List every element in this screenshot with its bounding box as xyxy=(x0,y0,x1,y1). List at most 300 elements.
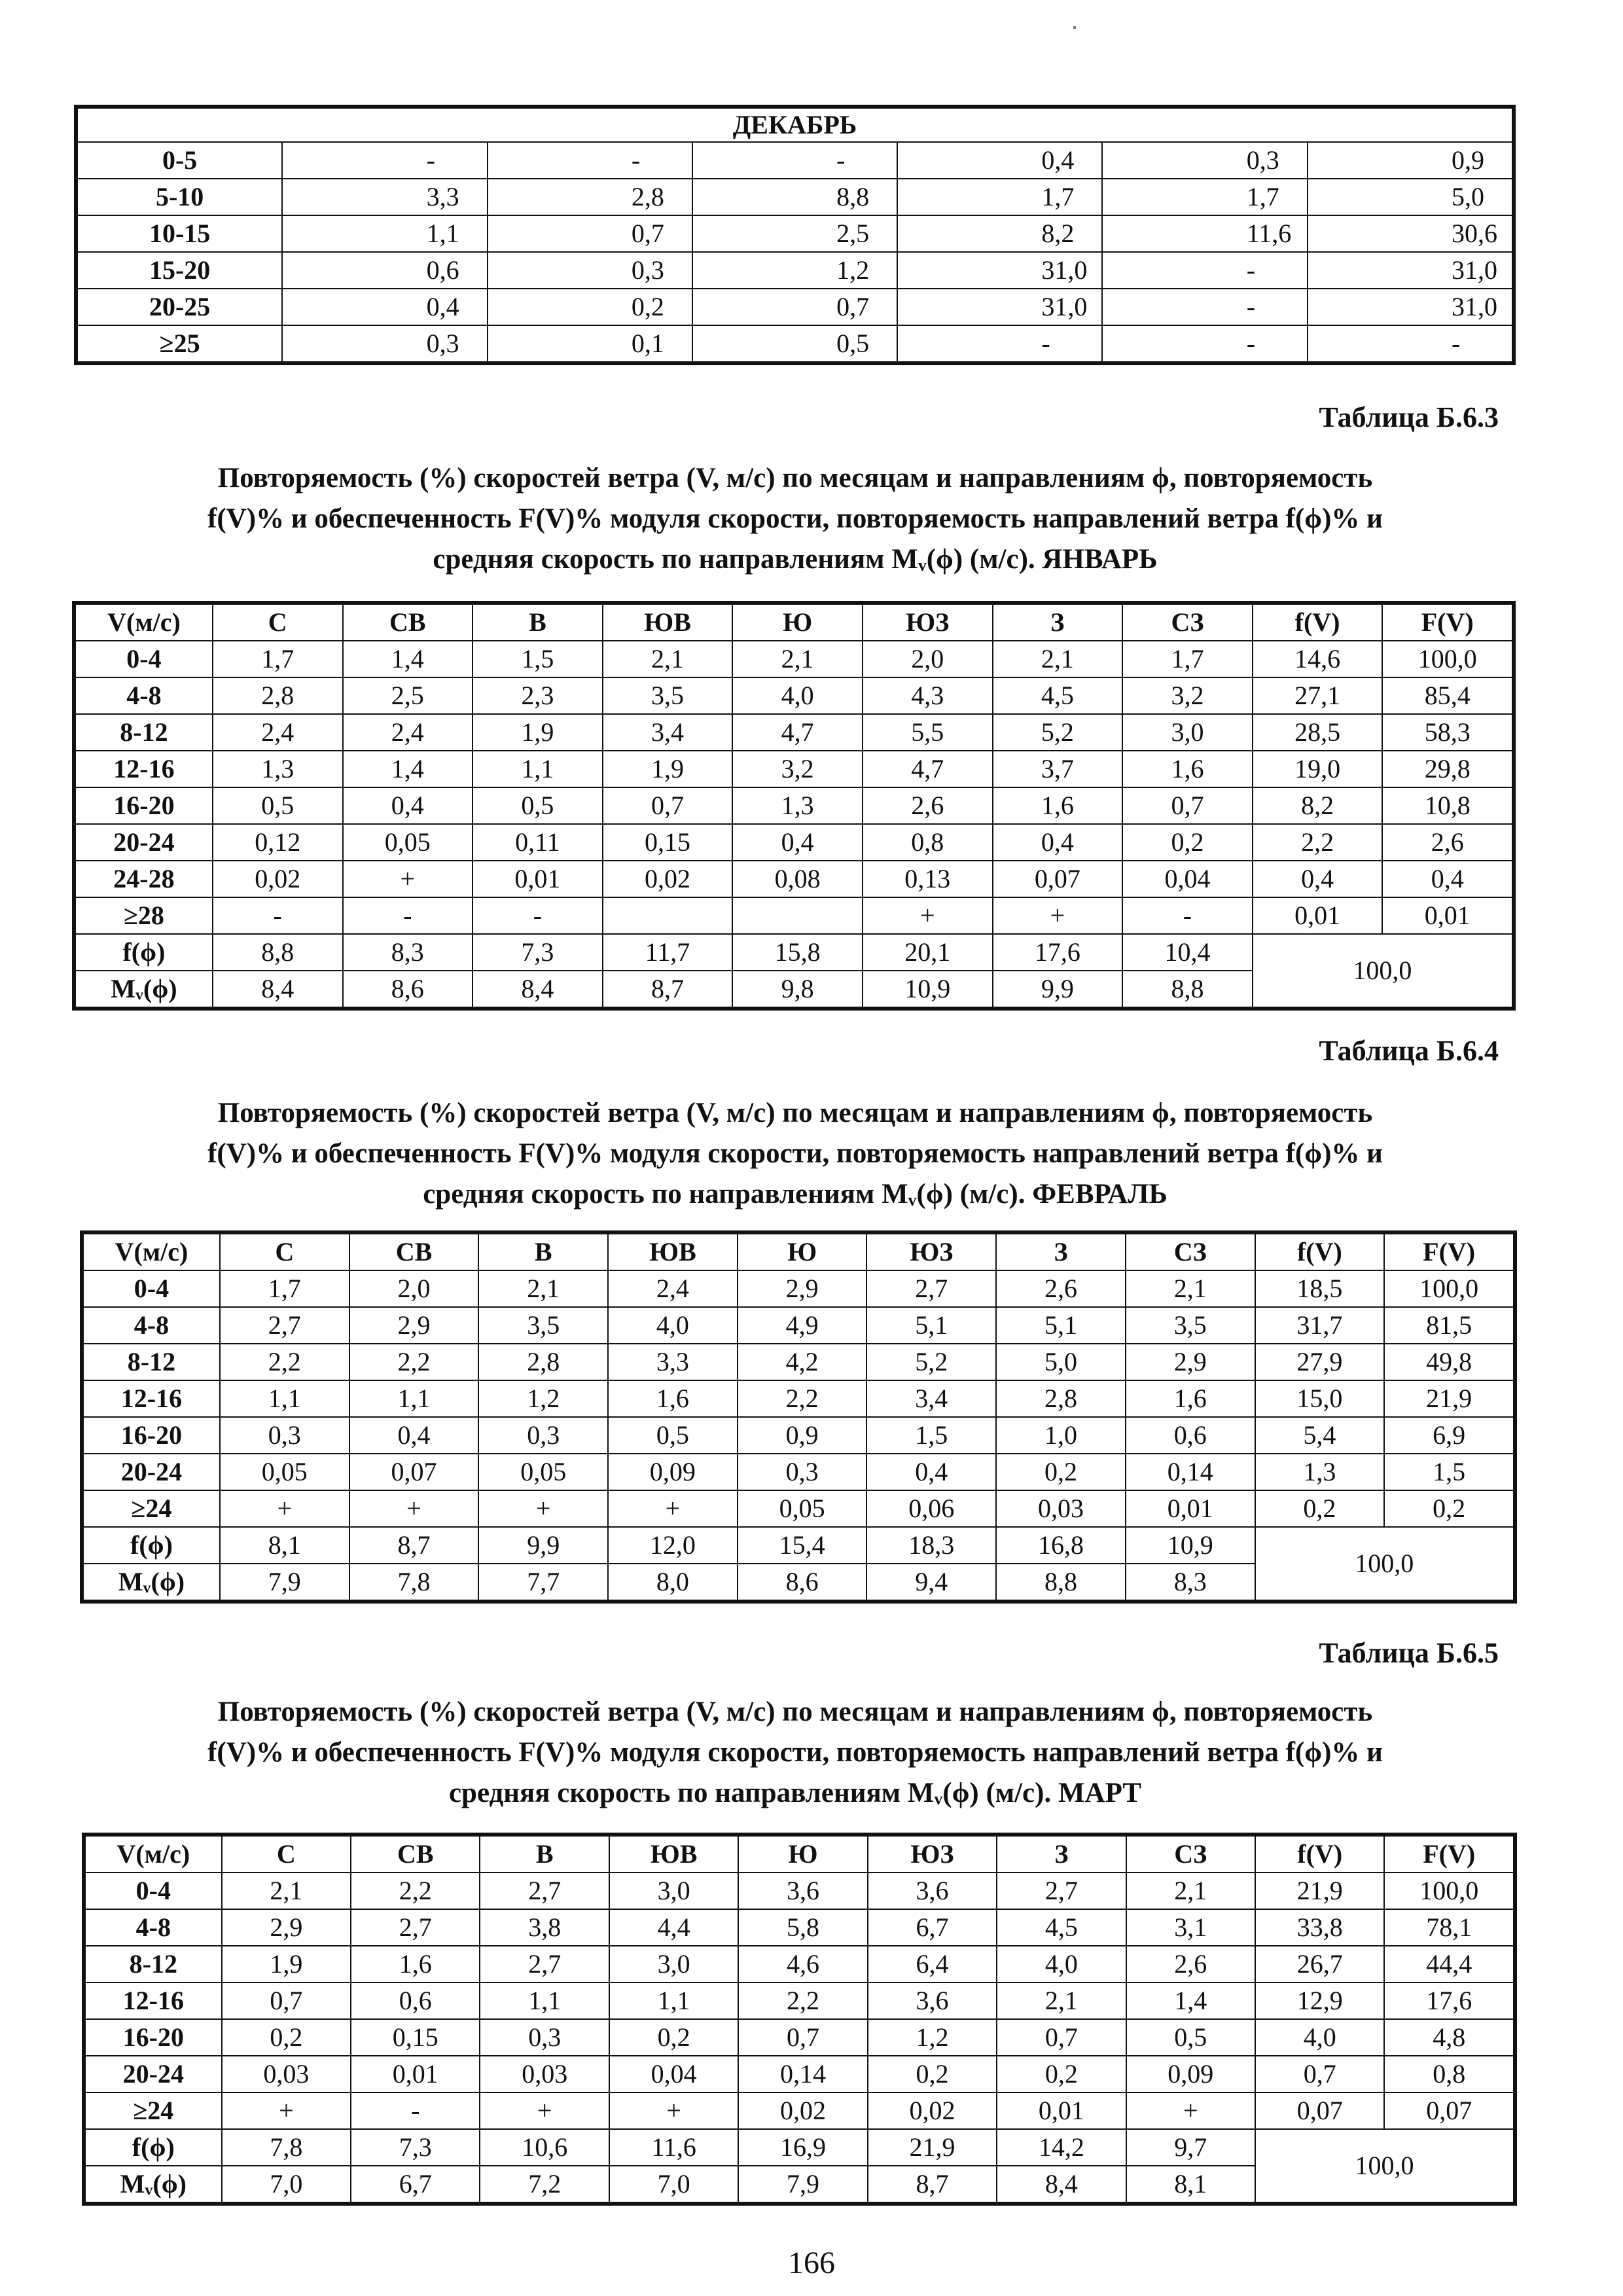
table-row xyxy=(83,1417,1514,1454)
table-cell: 0,1 xyxy=(488,325,692,362)
table-cell: 0,7 xyxy=(603,787,733,824)
table-cell: 0,14 xyxy=(1126,1454,1255,1490)
table-cell: 5,1 xyxy=(996,1307,1126,1344)
table-cell: 49,8 xyxy=(1384,1344,1514,1380)
table-cell: 9,4 xyxy=(866,1564,996,1600)
row-label: 24-28 xyxy=(75,861,213,897)
table-cell: 0,02 xyxy=(868,2092,997,2129)
table-cell: 2,5 xyxy=(343,677,473,714)
table-cell: 18,5 xyxy=(1255,1270,1385,1307)
table-cell: 15,4 xyxy=(738,1527,867,1564)
table-cell: 4,3 xyxy=(863,677,993,714)
table-cell: 27,9 xyxy=(1255,1344,1385,1380)
table-cell: 3,8 xyxy=(480,1909,609,1946)
table-row xyxy=(75,714,1512,751)
row-label: ≥28 xyxy=(75,897,213,934)
table-cell: 7,7 xyxy=(478,1564,608,1600)
table-cell: 2,1 xyxy=(732,641,863,677)
table-cell: 4,0 xyxy=(732,677,863,714)
table-cell: 1,2 xyxy=(478,1380,608,1417)
table-cell: 6,7 xyxy=(868,1909,997,1946)
table-cell: 0,07 xyxy=(1255,2092,1384,2129)
table-caption-line: средняя скорость по направлениям Mᵥ(ϕ) (м/с). МАРТ xyxy=(448,1778,1142,1808)
table-cell: + xyxy=(222,2092,351,2129)
table-cell: + xyxy=(993,897,1123,934)
table-cell: 0,02 xyxy=(213,861,343,897)
table-cell: 0,7 xyxy=(738,2019,867,2056)
table-cell: 0,07 xyxy=(349,1454,479,1490)
table-cell: 4,9 xyxy=(738,1307,867,1344)
table-row xyxy=(85,1946,1514,1982)
row-label: 16-20 xyxy=(85,2019,222,2056)
table-cell: 0,2 xyxy=(222,2019,351,2056)
table-cell: 0,04 xyxy=(1122,861,1253,897)
table-cell: 1,2 xyxy=(692,252,897,289)
table-cell: 0,4 xyxy=(1382,861,1512,897)
table-cell: 1,6 xyxy=(608,1380,738,1417)
table-cell: 2,3 xyxy=(473,677,603,714)
table-cell: 5,1 xyxy=(866,1307,996,1344)
table-cell: 0,2 xyxy=(997,2056,1126,2092)
table-cell: 1,3 xyxy=(732,787,863,824)
table-cell: 1,9 xyxy=(473,714,603,751)
table-cell: 0,7 xyxy=(488,215,692,252)
table-cell: 1,1 xyxy=(609,1982,738,2019)
table-cell: 1,5 xyxy=(1384,1454,1514,1490)
table-cell: 2,8 xyxy=(996,1380,1126,1417)
table-cell: 0,5 xyxy=(692,325,897,362)
table-cell: 3,0 xyxy=(609,1873,738,1909)
column-header: З xyxy=(997,1836,1126,1873)
row-label: 20-24 xyxy=(85,2056,222,2092)
table-caption-line: Повторяемость (%) скоростей ветра (V, м/с) по месяцам и направлениям ϕ, повторяемость xyxy=(217,1098,1373,1128)
table-cell: 0,13 xyxy=(863,861,993,897)
table-cell: 100,0 xyxy=(1384,1270,1514,1307)
table-cell: 1,6 xyxy=(351,1946,480,1982)
table-cell xyxy=(603,897,733,934)
table-cell: 0,04 xyxy=(609,2056,738,2092)
table-cell: 29,8 xyxy=(1382,751,1512,787)
table-cell: 0,6 xyxy=(282,252,487,289)
table-cell: 2,1 xyxy=(603,641,733,677)
row-label: 12-16 xyxy=(83,1380,220,1417)
table-cell: 100,0 xyxy=(1384,1873,1514,1909)
table-cell: 12,0 xyxy=(608,1527,738,1564)
table-cell: 2,4 xyxy=(343,714,473,751)
table-row xyxy=(85,2056,1514,2092)
table-row xyxy=(77,215,1512,252)
table-cell: 2,5 xyxy=(692,215,897,252)
table-cell: 15,8 xyxy=(732,934,863,971)
table-cell: 11,6 xyxy=(1102,215,1307,252)
table-cell: 0,2 xyxy=(996,1454,1126,1490)
table-cell: 21,9 xyxy=(1255,1873,1384,1909)
table-cell: 0,11 xyxy=(473,824,603,861)
table-cell: 1,5 xyxy=(473,641,603,677)
table-cell: 1,1 xyxy=(473,751,603,787)
table-row xyxy=(83,1490,1514,1527)
table-cell: 0,03 xyxy=(996,1490,1126,1527)
table-cell: 3,2 xyxy=(1122,677,1253,714)
table-cell: 19,0 xyxy=(1253,751,1383,787)
scan-speck xyxy=(1073,26,1076,29)
table-cell: 2,8 xyxy=(213,677,343,714)
table-cell: 0,08 xyxy=(732,861,863,897)
table-cell: 17,6 xyxy=(1384,1982,1514,2019)
table-cell: 1,7 xyxy=(897,179,1102,215)
table-number: Таблица Б.6.3 xyxy=(1319,401,1499,433)
table-cell: 1,0 xyxy=(996,1417,1126,1454)
table-row xyxy=(85,2019,1514,2056)
table-cell: 85,4 xyxy=(1382,677,1512,714)
f-phi-row xyxy=(83,1527,1514,1564)
table-cell: 8,7 xyxy=(349,1527,479,1564)
table-row xyxy=(85,2092,1514,2129)
table-cell: 1,6 xyxy=(1126,1380,1255,1417)
table-cell: 0,01 xyxy=(1382,897,1512,934)
table-cell: 2,7 xyxy=(480,1946,609,1982)
table-cell: 8,1 xyxy=(220,1527,349,1564)
column-header: f(V) xyxy=(1255,1234,1385,1270)
table-row xyxy=(83,1380,1514,1417)
table-cell: 58,3 xyxy=(1382,714,1512,751)
row-label: f(ϕ) xyxy=(83,1527,220,1564)
table-cell: 0,4 xyxy=(866,1454,996,1490)
table-cell: 8,8 xyxy=(996,1564,1126,1600)
table-cell: 9,7 xyxy=(1126,2129,1255,2166)
table-cell: 14,6 xyxy=(1253,641,1383,677)
table-cell: 0,8 xyxy=(863,824,993,861)
table-cell: 3,3 xyxy=(608,1344,738,1380)
table-cell: 0,7 xyxy=(997,2019,1126,2056)
table-cell: 0,4 xyxy=(343,787,473,824)
column-header: СЗ xyxy=(1126,1836,1255,1873)
table-cell: 18,3 xyxy=(866,1527,996,1564)
row-label: 5-10 xyxy=(77,179,282,215)
table-cell: 1,3 xyxy=(1255,1454,1385,1490)
table-number: Таблица Б.6.5 xyxy=(1319,1637,1499,1669)
table-cell: 0,09 xyxy=(1126,2056,1255,2092)
table-cell: 2,2 xyxy=(738,1982,867,2019)
table-cell: - xyxy=(1122,897,1253,934)
table-cell: 8,1 xyxy=(1126,2166,1255,2202)
table-row xyxy=(75,824,1512,861)
row-label: 0-4 xyxy=(85,1873,222,1909)
column-header: F(V) xyxy=(1382,604,1512,641)
column-header: ЮЗ xyxy=(866,1234,996,1270)
table-cell: 8,6 xyxy=(343,971,473,1007)
table-cell: 8,6 xyxy=(738,1564,867,1600)
table-cell: 11,6 xyxy=(609,2129,738,2166)
table-cell: 0,5 xyxy=(473,787,603,824)
table-row xyxy=(85,1909,1514,1946)
column-header: ЮВ xyxy=(603,604,733,641)
table-cell: 0,2 xyxy=(488,289,692,325)
table-row xyxy=(83,1344,1514,1380)
table-cell: 0,15 xyxy=(351,2019,480,2056)
table-cell: 0,05 xyxy=(478,1454,608,1490)
table-cell: 31,0 xyxy=(1308,252,1512,289)
table-cell: 2,2 xyxy=(349,1344,479,1380)
table-cell: 1,7 xyxy=(213,641,343,677)
table-row xyxy=(77,179,1512,215)
table-cell: 0,01 xyxy=(997,2092,1126,2129)
table-cell: 17,6 xyxy=(993,934,1123,971)
table-cell: 0,3 xyxy=(220,1417,349,1454)
table-cell: 0,3 xyxy=(478,1417,608,1454)
table-cell: 6,9 xyxy=(1384,1417,1514,1454)
table-cell: 3,1 xyxy=(1126,1909,1255,1946)
table-cell: 81,5 xyxy=(1384,1307,1514,1344)
table-cell: 3,7 xyxy=(993,751,1123,787)
table-cell: 3,0 xyxy=(1122,714,1253,751)
table-cell: 0,01 xyxy=(351,2056,480,2092)
table-caption-line: f(V)% и обеспеченность F(V)% модуля скорости, повторяемость направлений ветра f(ϕ)% и xyxy=(207,1138,1383,1169)
table-cell: 33,8 xyxy=(1255,1909,1384,1946)
table-cell: - xyxy=(488,142,692,179)
table-cell: 3,3 xyxy=(282,179,487,215)
table-cell: 6,7 xyxy=(351,2166,480,2202)
table-cell: + xyxy=(343,861,473,897)
table-cell: 8,7 xyxy=(868,2166,997,2202)
table-cell: 0,6 xyxy=(351,1982,480,2019)
table-cell: 0,09 xyxy=(608,1454,738,1490)
column-header: Ю xyxy=(732,604,863,641)
table-cell: + xyxy=(1126,2092,1255,2129)
table-cell: 12,9 xyxy=(1255,1982,1384,2019)
table-cell: 16,8 xyxy=(996,1527,1126,1564)
table-cell: 2,4 xyxy=(608,1270,738,1307)
table-cell: 4,5 xyxy=(997,1909,1126,1946)
column-header: V(м/с) xyxy=(85,1836,222,1873)
column-header: ЮВ xyxy=(609,1836,738,1873)
table-cell: 1,1 xyxy=(349,1380,479,1417)
table-cell: - xyxy=(473,897,603,934)
f-phi-row xyxy=(75,934,1512,971)
column-header: В xyxy=(480,1836,609,1873)
table-cell: 8,3 xyxy=(1126,1564,1255,1600)
table-caption xyxy=(79,1093,1512,1215)
table-cell: 30,6 xyxy=(1308,215,1512,252)
column-header: ЮВ xyxy=(608,1234,738,1270)
table-cell: 2,9 xyxy=(1126,1344,1255,1380)
table-cell: 2,1 xyxy=(478,1270,608,1307)
table-cell: 2,6 xyxy=(863,787,993,824)
table-cell: 0,5 xyxy=(608,1417,738,1454)
table-cell: 1,1 xyxy=(282,215,487,252)
table-cell: 5,2 xyxy=(993,714,1123,751)
table-cell: 7,0 xyxy=(222,2166,351,2202)
table-cell: 7,8 xyxy=(349,1564,479,1600)
table-cell: 7,3 xyxy=(473,934,603,971)
table-cell: 0,6 xyxy=(1126,1417,1255,1454)
table-header-row xyxy=(75,604,1512,641)
row-label: 12-16 xyxy=(75,751,213,787)
table-cell: 2,6 xyxy=(996,1270,1126,1307)
table-cell: 5,2 xyxy=(866,1344,996,1380)
table-cell: 2,0 xyxy=(349,1270,479,1307)
table-cell: 4,8 xyxy=(1384,2019,1514,2056)
column-header: В xyxy=(473,604,603,641)
table-cell xyxy=(732,897,863,934)
table-cell: 2,6 xyxy=(1382,824,1512,861)
table-cell: 100,0 xyxy=(1382,641,1512,677)
column-header: СВ xyxy=(349,1234,479,1270)
table-cell: 0,4 xyxy=(732,824,863,861)
wind-table-february xyxy=(80,1230,1517,1604)
table-cell: 2,7 xyxy=(351,1909,480,1946)
table-row xyxy=(75,677,1512,714)
table-cell: 0,01 xyxy=(473,861,603,897)
table-cell: 8,4 xyxy=(473,971,603,1007)
column-header: С xyxy=(222,1836,351,1873)
table-header-row xyxy=(85,1836,1514,1873)
column-header: СВ xyxy=(343,604,473,641)
table-cell: 7,3 xyxy=(351,2129,480,2166)
table-cell: 0,01 xyxy=(1126,1490,1255,1527)
table-cell: 2,6 xyxy=(1126,1946,1255,1982)
table-cell: 1,1 xyxy=(220,1380,349,1417)
table-row xyxy=(77,252,1512,289)
table-caption xyxy=(79,458,1512,580)
row-label: f(ϕ) xyxy=(75,934,213,971)
table-cell: 4,0 xyxy=(608,1307,738,1344)
table-cell: 5,0 xyxy=(996,1344,1126,1380)
row-label: 4-8 xyxy=(83,1307,220,1344)
table-caption-line: Повторяемость (%) скоростей ветра (V, м/с) по месяцам и направлениям ϕ, повторяемость xyxy=(217,1696,1373,1727)
table-cell: 3,0 xyxy=(609,1946,738,1982)
table-cell: 28,5 xyxy=(1253,714,1383,751)
table-cell: 8,2 xyxy=(1253,787,1383,824)
table-cell: - xyxy=(692,142,897,179)
table-row xyxy=(83,1270,1514,1307)
row-label: 8-12 xyxy=(75,714,213,751)
column-header: С xyxy=(213,604,343,641)
table-cell: 0,06 xyxy=(866,1490,996,1527)
table-cell: 0,4 xyxy=(349,1417,479,1454)
table-cell: 1,4 xyxy=(343,751,473,787)
table-cell: 0,4 xyxy=(993,824,1123,861)
table-cell: 9,8 xyxy=(732,971,863,1007)
table-cell: 2,8 xyxy=(488,179,692,215)
table-cell: 0,05 xyxy=(343,824,473,861)
table-cell: 0,7 xyxy=(1122,787,1253,824)
table-cell: + xyxy=(480,2092,609,2129)
table-row xyxy=(85,1982,1514,2019)
table-cell: 0,03 xyxy=(480,2056,609,2092)
column-header: З xyxy=(993,604,1123,641)
table-cell: 3,4 xyxy=(603,714,733,751)
column-header: V(м/с) xyxy=(83,1234,220,1270)
table-cell: 0,12 xyxy=(213,824,343,861)
table-cell: 1,4 xyxy=(343,641,473,677)
table-cell: 4,0 xyxy=(997,1946,1126,1982)
table-cell: - xyxy=(213,897,343,934)
table-row xyxy=(85,1873,1514,1909)
table-cell: 0,02 xyxy=(738,2092,867,2129)
table-row xyxy=(77,289,1512,325)
total-cell: 100,0 xyxy=(1253,934,1512,1007)
table-cell: 1,7 xyxy=(1122,641,1253,677)
column-header: СЗ xyxy=(1122,604,1253,641)
table-cell: 0,02 xyxy=(603,861,733,897)
table-cell: 1,5 xyxy=(866,1417,996,1454)
row-label: Mᵥ(ϕ) xyxy=(83,1564,220,1600)
column-header: f(V) xyxy=(1255,1836,1384,1873)
table-cell: 1,7 xyxy=(1102,179,1307,215)
table-cell: 21,9 xyxy=(868,2129,997,2166)
table-cell: 0,07 xyxy=(1384,2092,1514,2129)
table-cell: + xyxy=(863,897,993,934)
table-cell: 0,3 xyxy=(738,1454,867,1490)
table-cell: 0,4 xyxy=(282,289,487,325)
table-cell: 6,4 xyxy=(868,1946,997,1982)
wind-table-march xyxy=(82,1833,1517,2206)
row-label: 0-5 xyxy=(77,142,282,179)
table-cell: 0,03 xyxy=(222,2056,351,2092)
table-cell: 2,1 xyxy=(1126,1270,1255,1307)
row-label: 12-16 xyxy=(85,1982,222,2019)
table-cell: 2,1 xyxy=(993,641,1123,677)
table-cell: 0,2 xyxy=(1384,1490,1514,1527)
table-cell: - xyxy=(343,897,473,934)
table-cell: 0,3 xyxy=(282,325,487,362)
row-label: 0-4 xyxy=(75,641,213,677)
row-label: 0-4 xyxy=(83,1270,220,1307)
table-cell: 31,0 xyxy=(897,252,1102,289)
table-cell: 8,7 xyxy=(603,971,733,1007)
table-caption-line: средняя скорость по направлениям Mᵥ(ϕ) (м/с). ФЕВРАЛЬ xyxy=(423,1179,1168,1210)
table-cell: 8,0 xyxy=(608,1564,738,1600)
table-cell: 0,9 xyxy=(738,1417,867,1454)
table-cell: + xyxy=(609,2092,738,2129)
column-header: С xyxy=(220,1234,349,1270)
table-cell: 7,8 xyxy=(222,2129,351,2166)
row-label: ≥24 xyxy=(85,2092,222,2129)
table-cell: 10,4 xyxy=(1122,934,1253,971)
table-cell: 3,6 xyxy=(868,1982,997,2019)
table-cell: 2,2 xyxy=(1253,824,1383,861)
table-cell: 4,0 xyxy=(1255,2019,1384,2056)
table-cell: 8,8 xyxy=(213,934,343,971)
table-cell: 2,1 xyxy=(997,1982,1126,2019)
table-cell: 10,6 xyxy=(480,2129,609,2166)
table-cell: 2,2 xyxy=(220,1344,349,1380)
row-label: f(ϕ) xyxy=(85,2129,222,2166)
table-cell: 2,2 xyxy=(351,1873,480,1909)
row-label: 20-25 xyxy=(77,289,282,325)
table-cell: + xyxy=(220,1490,349,1527)
column-header: V(м/с) xyxy=(75,604,213,641)
table-cell: 8,8 xyxy=(1122,971,1253,1007)
table-cell: 0,5 xyxy=(213,787,343,824)
column-header: СЗ xyxy=(1126,1234,1255,1270)
table-cell: 0,14 xyxy=(738,2056,867,2092)
column-header: F(V) xyxy=(1384,1234,1514,1270)
table-cell: 2,0 xyxy=(863,641,993,677)
column-header: F(V) xyxy=(1384,1836,1514,1873)
table-cell: 27,1 xyxy=(1253,677,1383,714)
table-cell: 8,4 xyxy=(213,971,343,1007)
table-cell: 0,3 xyxy=(488,252,692,289)
row-label: 15-20 xyxy=(77,252,282,289)
table-cell: 3,6 xyxy=(868,1873,997,1909)
row-label: ≥24 xyxy=(83,1490,220,1527)
column-header: СВ xyxy=(351,1836,480,1873)
table-cell: 0,4 xyxy=(897,142,1102,179)
table-cell: 1,9 xyxy=(222,1946,351,1982)
table-cell: 8,2 xyxy=(897,215,1102,252)
